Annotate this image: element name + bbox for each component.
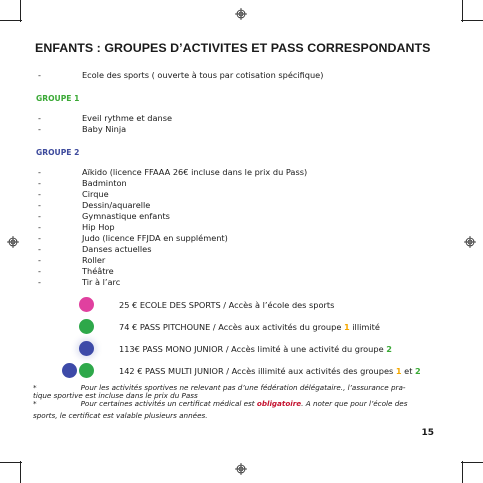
- blue-dot-icon: [79, 341, 94, 356]
- footnote-certificate: * Pour certaines activités un certificat médical est obligatoire. A noter que pour l’école des: [33, 399, 408, 408]
- footnote-certificate-cont: sports, le certificat est valable plusieurs années.: [33, 411, 208, 420]
- registration-mark-icon: [464, 236, 476, 248]
- green-dot-icon: [79, 363, 94, 378]
- crop-mark: [462, 461, 463, 483]
- pass-ecole-des-sports: 25 € ECOLE DES SPORTS / Accès à l’école des sports: [119, 300, 335, 310]
- crop-mark: [0, 462, 22, 463]
- crop-mark: [461, 462, 483, 463]
- registration-mark-icon: [235, 463, 247, 475]
- blue-dot-icon: [62, 363, 77, 378]
- registration-mark-icon: [7, 236, 19, 248]
- page-number: 15: [421, 428, 434, 438]
- group-2-title: GROUPE 2: [36, 148, 80, 157]
- crop-mark: [0, 20, 22, 21]
- pink-dot-icon: [79, 297, 94, 312]
- crop-mark: [20, 0, 21, 22]
- group-1-title: GROUPE 1: [36, 94, 80, 103]
- crop-mark: [461, 20, 483, 21]
- green-dot-icon: [79, 319, 94, 334]
- crop-mark: [20, 461, 21, 483]
- footnote-insurance: * Pour les activités sportives ne relevant pas d’une fédération délégataire., l’assurance pra-: [33, 383, 406, 392]
- pass-mono-junior: 113€ PASS MONO JUNIOR / Accès limité à une activité du groupe 2: [119, 344, 392, 354]
- pass-multi-junior: 142 € PASS MULTI JUNIOR / Accès illimité aux activités des groupes 1 et 2: [119, 366, 421, 376]
- page-title: ENFANTS : GROUPES D’ACTIVITES ET PASS CORRESPONDANTS: [35, 41, 431, 55]
- footnote-insurance-cont: tique sportive est incluse dans le prix du Pass: [33, 391, 198, 400]
- crop-mark: [462, 0, 463, 22]
- pass-pitchoune: 74 € PASS PITCHOUNE / Accès aux activités du groupe 1 illimité: [119, 322, 380, 332]
- registration-mark-icon: [235, 8, 247, 20]
- list-item-text: Ecole des sports ( ouverte à tous par cotisation spécifique): [82, 70, 324, 80]
